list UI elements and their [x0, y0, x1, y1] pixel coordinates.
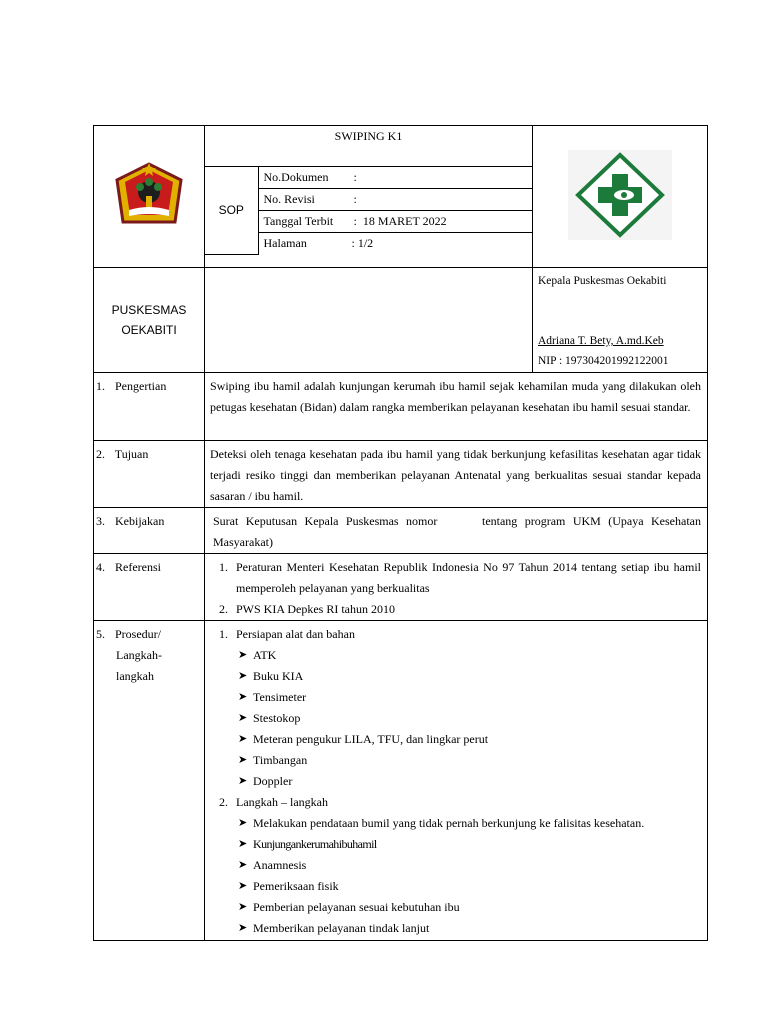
- list-item: 1. Peraturan Menteri Kesehatan Republik Indonesia No 97 Tahun 2014 tentang setiap ibu hamil memperoleh pelayanan yang berkualitas: [219, 560, 701, 595]
- label-tujuan: 2. Tujuan: [94, 441, 205, 508]
- arrow-bullet-icon: ➤: [238, 880, 248, 892]
- list-item: ➤ Timbangan: [205, 750, 701, 771]
- page-row: Halaman : 1/2: [258, 233, 532, 255]
- sop-table: [93, 125, 708, 941]
- sop-document: [93, 125, 707, 941]
- arrow-bullet-icon: ➤: [238, 859, 248, 871]
- list-item: ➤ Memberikan pelayanan tindak lanjut: [205, 918, 701, 939]
- list-item: ➤ Anamnesis: [205, 855, 701, 876]
- label-referensi: 4. Referensi: [94, 554, 205, 621]
- kapus-block: [533, 268, 708, 373]
- arrow-bullet-icon: ➤: [238, 733, 248, 745]
- doc-number-row: No.Dokumen :: [258, 167, 532, 189]
- header-center: [205, 126, 533, 268]
- list-item: ➤ ATK: [205, 645, 701, 666]
- list-item: ➤ Doppler: [205, 771, 701, 792]
- issue-date-row: Tanggal Terbit : 18 MARET 2022: [258, 211, 532, 233]
- list-item: ➤ Meteran pengukur LILA, TFU, dan lingkar perut: [205, 729, 701, 750]
- list-item: 1. Persiapan alat dan bahan: [219, 627, 355, 641]
- kapus-title: Kepala Puskesmas Oekabiti: [538, 275, 667, 287]
- text-tujuan: Deteksi oleh tenaga kesehatan pada ibu hamil yang tidak berkunjung kefasilitas kesehatan agar tidak terjadi resiko tinggi dan memberikan pelayanan Antenatal yang berkualitas sesuai standar kepada sasaran / ibu hamil.: [205, 441, 708, 508]
- regency-seal-icon: [109, 160, 189, 230]
- list-item: ➤ Pemberian pelayanan sesuai kebutuhan ibu: [205, 897, 701, 918]
- kapus-nip: NIP : 197304201992122001: [538, 355, 669, 367]
- puskesmas-logo-icon: [568, 150, 672, 240]
- puskesmas-name: PUSKESMAS OEKABITI: [94, 268, 205, 373]
- list-item: 2. PWS KIA Depkes RI tahun 2010: [219, 602, 395, 616]
- arrow-bullet-icon: ➤: [238, 649, 248, 661]
- list-item: ➤ Buku KIA: [205, 666, 701, 687]
- arrow-bullet-icon: ➤: [238, 901, 248, 913]
- referensi-list: [205, 554, 708, 621]
- label-kebijakan: 3. Kebijakan: [94, 508, 205, 554]
- list-item: ➤ Kunjungankerumahibuhamil: [205, 834, 701, 855]
- arrow-bullet-icon: ➤: [238, 838, 248, 850]
- kapus-name: Adriana T. Bety, A.md.Keb: [538, 335, 664, 347]
- text-kebijakan: Surat Keputusan Kepala Puskesmas nomor tentang program UKM (Upaya Kesehatan Masyarakat): [205, 508, 708, 554]
- arrow-bullet-icon: ➤: [238, 817, 248, 829]
- list-item: ➤ Stestokop: [205, 708, 701, 729]
- list-item: ➤ Pemeriksaan fisik: [205, 876, 701, 897]
- list-item: ➤ Melakukan pendataan bumil yang tidak pernah berkunjung ke falisitas kesehatan.: [205, 813, 701, 834]
- arrow-bullet-icon: ➤: [238, 775, 248, 787]
- empty-cell: [205, 268, 533, 373]
- list-item: ➤ Tensimeter: [205, 687, 701, 708]
- document-title: SWIPING K1: [334, 129, 403, 143]
- arrow-bullet-icon: ➤: [238, 922, 248, 934]
- revision-row: No. Revisi :: [258, 189, 532, 211]
- arrow-bullet-icon: ➤: [238, 691, 248, 703]
- arrow-bullet-icon: ➤: [238, 670, 248, 682]
- sop-label: SOP: [205, 167, 258, 255]
- prosedur-list: [205, 621, 708, 941]
- label-pengertian: 1. Pengertian: [94, 373, 205, 441]
- label-prosedur: 5. Prosedur/ Langkah- langkah: [94, 621, 205, 941]
- arrow-bullet-icon: ➤: [238, 712, 248, 724]
- list-item: 2. Langkah – langkah: [219, 795, 328, 809]
- regency-logo-cell: [94, 126, 205, 268]
- arrow-bullet-icon: ➤: [238, 754, 248, 766]
- puskesmas-logo-cell: [533, 126, 708, 268]
- text-pengertian: Swiping ibu hamil adalah kunjungan kerumah ibu hamil sejak kehamilan muda yang dilakukan oleh petugas kesehatan (Bidan) dalam rangka memberikan pelayanan kesehatan ibu hamil sesuai standar.: [205, 373, 708, 441]
